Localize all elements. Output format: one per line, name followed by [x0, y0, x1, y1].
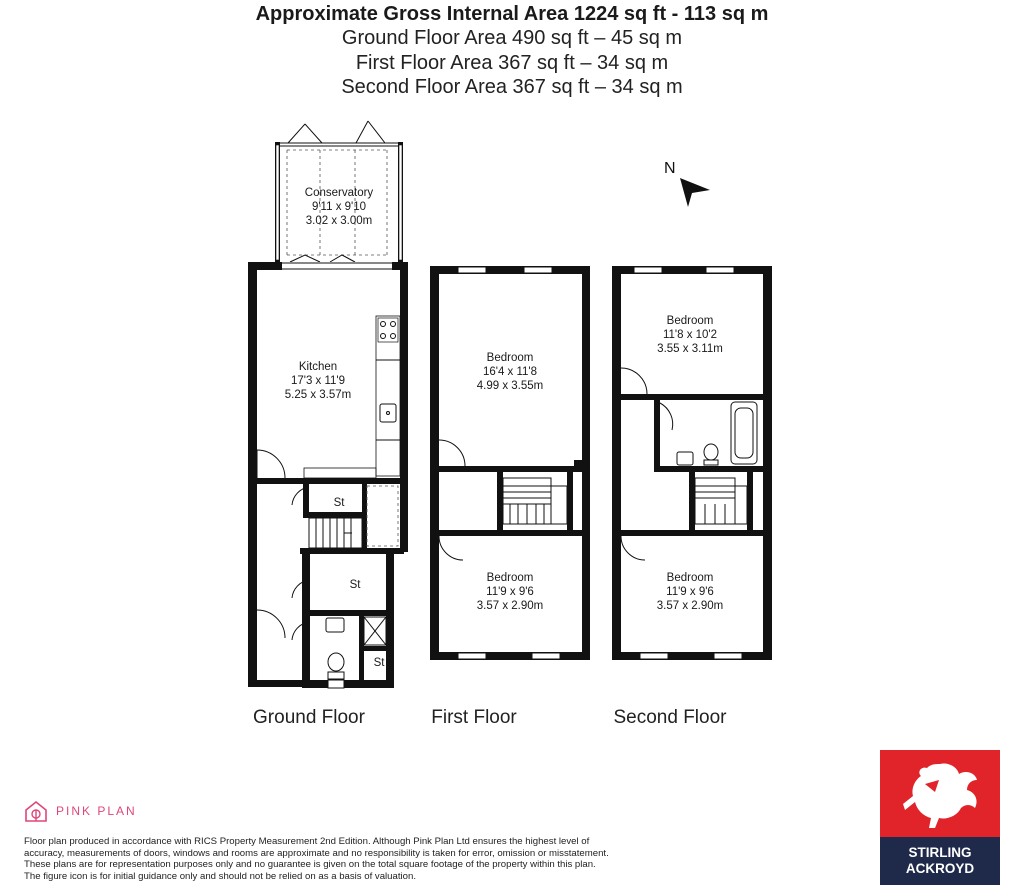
first-bedroom-2-metric: 3.57 x 2.90m — [476, 600, 544, 612]
hob-icon — [378, 318, 398, 342]
first-bedroom-1-name: Bedroom — [486, 352, 534, 364]
pink-plan-house-icon — [24, 799, 48, 823]
second-bedroom-1-name: Bedroom — [666, 315, 714, 327]
conservatory-door-left-icon — [288, 124, 322, 143]
first-bedroom-1-metric: 4.99 x 3.55m — [476, 380, 544, 392]
second-basin-icon — [677, 452, 693, 465]
second-floor-area: Second Floor Area 367 sq ft – 34 sq m — [341, 76, 683, 98]
pink-plan-logo — [24, 798, 137, 824]
ground-floor-plan — [248, 121, 408, 728]
second-floor-plan — [612, 266, 772, 728]
second-bedroom-1-metric: 3.55 x 3.11m — [657, 343, 723, 355]
store-1-name: St — [333, 497, 345, 509]
first-stairs-icon — [503, 478, 567, 524]
brand-line-2: ACKROYD — [905, 861, 975, 876]
ground-stairs-icon — [309, 518, 362, 548]
pink-plan-label: PINK PLAN — [56, 804, 137, 818]
disclaimer-text: Floor plan produced in accordance with RICS Property Measurement 2nd Edition. Although Pink Plan Ltd ensures the highest level of accuracy, measurements of doors, windows and rooms are approximate and no responsibility is taken for error, omission or misstatement. These plans are for representation purposes only and no guarantee is given on the total square footage of the property within this plan. The figure icon is for initial guidance only and should not be relied on as a basis of valuation. — [24, 836, 609, 882]
ground-floor-label: Ground Floor — [253, 707, 365, 728]
store-3-name: St — [373, 657, 385, 669]
conservatory-name: Conservatory — [304, 187, 374, 199]
first-bedroom-1-imperial: 16'4 x 11'8 — [482, 366, 538, 378]
store-2-name: St — [349, 579, 361, 591]
first-floor-plan — [430, 266, 590, 728]
second-floor-label: Second Floor — [613, 707, 727, 728]
second-bedroom-2-metric: 3.57 x 2.90m — [656, 600, 724, 612]
ground-floor-area: Ground Floor Area 490 sq ft – 45 sq m — [341, 27, 683, 49]
second-stairs-icon — [695, 478, 747, 524]
compass-north-label: N — [664, 160, 676, 177]
conservatory-imperial: 9'11 x 9'10 — [311, 201, 367, 213]
first-floor-label: First Floor — [431, 707, 517, 728]
gross-area-title: Approximate Gross Internal Area 1224 sq ft - 113 sq m — [255, 3, 769, 25]
basin-icon — [326, 618, 344, 632]
north-compass — [664, 160, 710, 207]
conservatory-metric: 3.02 x 3.00m — [305, 215, 373, 227]
bath-icon — [731, 402, 757, 464]
griffin-icon — [895, 758, 985, 836]
brand-line-1: STIRLING — [908, 845, 972, 860]
second-bedroom-2-name: Bedroom — [666, 572, 714, 584]
compass-arrow-icon — [680, 178, 710, 207]
first-floor-area: First Floor Area 367 sq ft – 34 sq m — [355, 52, 669, 74]
second-bedroom-1-imperial: 11'8 x 10'2 — [662, 329, 718, 341]
sink-icon — [380, 404, 396, 422]
kitchen-metric: 5.25 x 3.57m — [284, 389, 352, 401]
conservatory-door-right-icon — [356, 121, 385, 143]
first-bedroom-2-name: Bedroom — [486, 572, 534, 584]
brand-wordmark — [880, 837, 1000, 885]
first-bedroom-2-imperial: 11'9 x 9'6 — [486, 586, 534, 598]
kitchen-door-icon — [257, 450, 285, 478]
toilet-icon — [328, 653, 344, 679]
second-bedroom-2-imperial: 11'9 x 9'6 — [666, 586, 714, 598]
kitchen-imperial: 17'3 x 11'9 — [290, 375, 346, 387]
second-toilet-icon — [704, 444, 718, 465]
stirling-ackroyd-logo — [880, 750, 1000, 885]
kitchen-name: Kitchen — [298, 361, 338, 373]
shower-icon — [364, 617, 386, 645]
